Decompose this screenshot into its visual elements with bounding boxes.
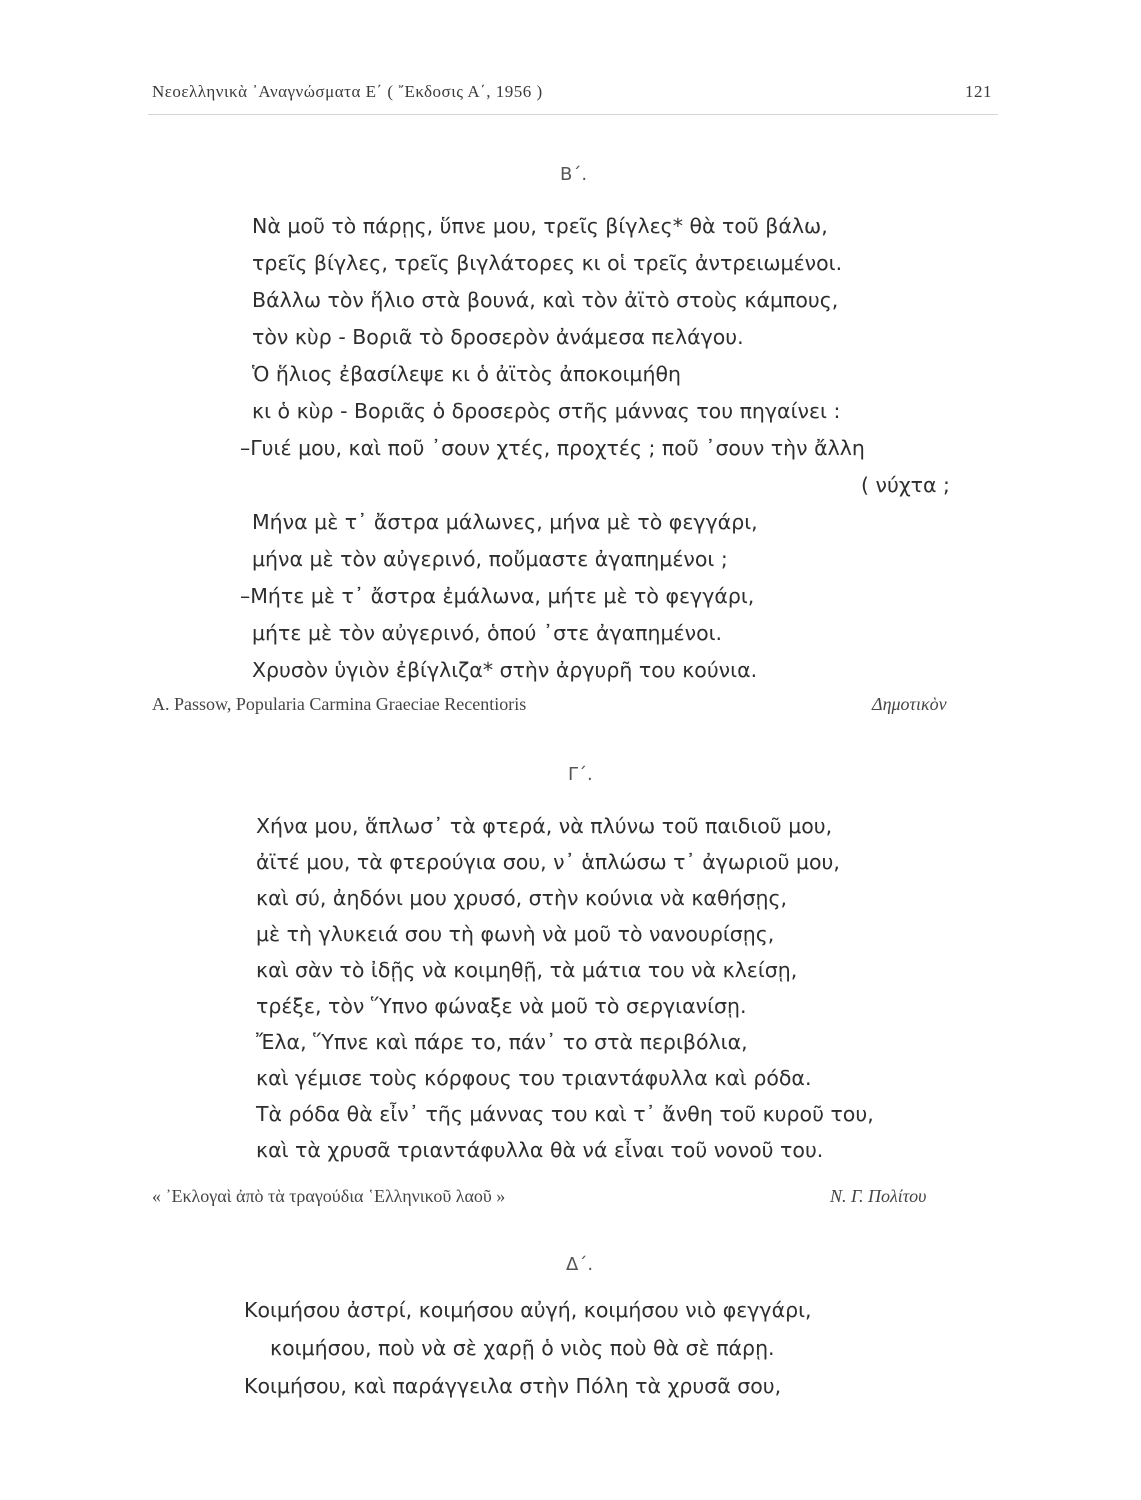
verse-line-continuation: ( νύχτα ;	[861, 473, 950, 497]
author-attribution: Ν. Γ. Πολίτου	[830, 1186, 927, 1206]
verse-line: Βάλλω τὸν ἥλιο στὰ βουνά, καὶ τὸν ἀϊτὸ στοὺς κάμπους,	[252, 288, 839, 312]
source-citation: « ᾿Εκλογαὶ ἀπὸ τὰ τραγούδια ῾Ελληνικοῦ λαοῦ »	[152, 1186, 506, 1206]
section-mark-d: Δ΄.	[566, 1254, 594, 1275]
verse-line: Κοιμήσου ἀστρί, κοιμήσου αὐγή, κοιμήσου νιὸ φεγγάρι,	[244, 1298, 812, 1322]
book-title: Νεοελληνικὰ ᾿Αναγνώσματα Ε΄ ( ῎Εκδοσις Α΄, 1956 )	[152, 82, 543, 101]
verse-line: καὶ σύ, ἀηδόνι μου χρυσό, στὴν κούνια νὰ καθήσῃς,	[256, 886, 788, 910]
section-mark-g: Γ΄.	[568, 764, 593, 785]
verse-line: μήνα μὲ τὸν αὐγερινό, ποὔμαστε ἀγαπημένοι ;	[252, 547, 728, 571]
verse-line: Χήνα μου, ἅπλωσ᾽ τὰ φτερά, νὰ πλύνω τοῦ παιδιοῦ μου,	[256, 814, 833, 838]
header-divider	[148, 114, 998, 115]
verse-line: τὸν κὺρ - Βοριᾶ τὸ δροσερὸν ἀνάμεσα πελάγου.	[252, 325, 744, 349]
verse-line: Μήνα μὲ τ᾽ ἄστρα μάλωνες, μήνα μὲ τὸ φεγγάρι,	[252, 510, 758, 534]
verse-line: μὲ τὴ γλυκειά σου τὴ φωνὴ νὰ μοῦ τὸ νανουρίσῃς,	[256, 922, 775, 946]
verse-line: καὶ τὰ χρυσᾶ τριαντάφυλλα θὰ νά εἶναι τοῦ νονοῦ του.	[256, 1138, 824, 1162]
verse-line: Νὰ μοῦ τὸ πάρῃς, ὕπνε μου, τρεῖς βίγλες* θὰ τοῦ βάλω,	[252, 214, 828, 238]
verse-line: τρεῖς βίγλες, τρεῖς βιγλάτορες κι οἱ τρεῖς ἀντρειωμένοι.	[252, 251, 843, 275]
verse-line: καὶ σὰν τὸ ἰδῇς νὰ κοιμηθῇ, τὰ μάτια του νὰ κλείσῃ,	[256, 958, 798, 982]
verse-line: ἀϊτέ μου, τὰ φτερούγια σου, ν᾽ ἁπλώσω τ᾽ ἀγωριοῦ μου,	[256, 850, 840, 874]
verse-line: Ἔλα, Ὕπνε καὶ πάρε το, πάν᾽ το στὰ περιβόλια,	[256, 1030, 748, 1054]
page-header	[152, 82, 992, 112]
verse-line: τρέξε, τὸν Ὕπνο φώναξε νὰ μοῦ τὸ σεργιανίσῃ.	[256, 994, 747, 1018]
verse-line: Χρυσὸν ὑγιὸν ἐβίγλιζα* στὴν ἀργυρῆ του κούνια.	[252, 658, 758, 682]
verse-line: μήτε μὲ τὸν αὐγερινό, ὁπού ᾽στε ἀγαπημένοι.	[252, 621, 723, 645]
poem-b	[240, 214, 1012, 682]
poem-d	[244, 1298, 1034, 1408]
section-mark-b: Β΄.	[560, 164, 588, 185]
verse-line: κοιμήσου, ποὺ νὰ σὲ χαρῇ ὁ νιὸς ποὺ θὰ σὲ πάρῃ.	[270, 1336, 775, 1360]
source-citation: A. Passow, Popularia Carmina Graeciae Recentioris	[152, 694, 527, 714]
poem-g	[256, 814, 1016, 1174]
verse-line: Τὰ ρόδα θὰ εἶν᾽ τῆς μάννας του καὶ τ᾽ ἄνθη τοῦ κυροῦ του,	[256, 1102, 874, 1126]
verse-line: –Γυιέ μου, καὶ ποῦ ᾽σουν χτές, προχτές ; ποῦ ᾽σουν τὴν ἄλλη	[240, 436, 865, 460]
verse-line: Κοιμήσου, καὶ παράγγειλα στὴν Πόλη τὰ χρυσᾶ σου,	[244, 1374, 782, 1398]
page-number: 121	[965, 82, 992, 101]
verse-line: καὶ γέμισε τοὺς κόρφους του τριαντάφυλλα καὶ ρόδα.	[256, 1066, 812, 1090]
verse-line: –Μήτε μὲ τ᾽ ἄστρα ἐμάλωνα, μήτε μὲ τὸ φεγγάρι,	[240, 584, 755, 608]
verse-line: Ὁ ἥλιος ἐβασίλεψε κι ὁ ἀϊτὸς ἀποκοιμήθη	[252, 362, 681, 386]
author-attribution: Δημοτικὸν	[872, 694, 947, 714]
verse-line: κι ὁ κὺρ - Βοριᾶς ὁ δροσερὸς στῆς μάννας του πηγαίνει :	[252, 399, 841, 423]
